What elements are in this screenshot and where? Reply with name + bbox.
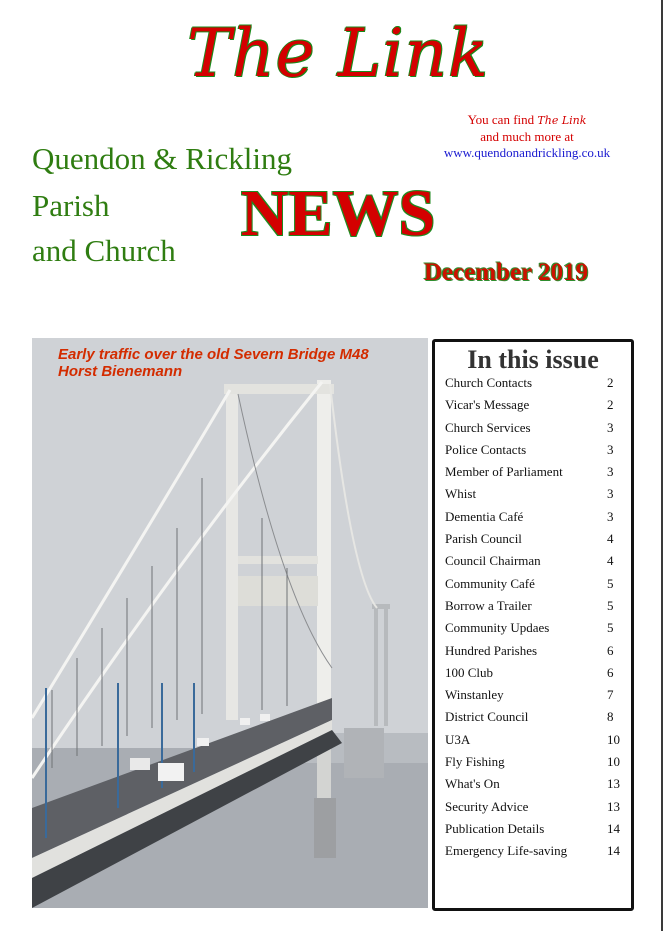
contents-item-page: 13 xyxy=(607,798,620,814)
contents-item-page: 6 xyxy=(607,642,614,658)
contents-item-label: What's On xyxy=(445,776,500,792)
photo-caption xyxy=(58,346,418,380)
contents-item-label: Hundred Parishes xyxy=(445,642,538,658)
contents-item-page: 5 xyxy=(607,597,614,613)
contents-item-label: Emergency Life-saving xyxy=(445,843,568,859)
masthead-title: The Link xyxy=(186,15,489,92)
contents-item[interactable] xyxy=(445,395,621,417)
contents-item[interactable] xyxy=(445,418,621,440)
contents-item[interactable] xyxy=(445,596,621,618)
contents-item-label: Borrow a Trailer xyxy=(445,597,532,613)
contents-item-page: 10 xyxy=(607,731,620,747)
contents-item[interactable] xyxy=(445,841,621,863)
subtitle-line-3: and Church xyxy=(32,233,176,268)
promo-prefix: You can find xyxy=(467,112,538,127)
issue-date: December 2019 xyxy=(424,259,589,286)
contents-item-page: 5 xyxy=(607,620,614,636)
contents-item-page: 3 xyxy=(607,486,614,502)
contents-item[interactable] xyxy=(445,440,621,462)
contents-item[interactable] xyxy=(445,707,621,729)
contents-item-page: 2 xyxy=(607,375,614,390)
contents-item-label: Security Advice xyxy=(445,798,529,814)
contents-item-label: Fly Fishing xyxy=(445,754,505,770)
contents-item[interactable] xyxy=(445,574,621,596)
contents-item-label: Police Contacts xyxy=(445,441,527,457)
subtitle-line-2: Parish xyxy=(32,188,110,223)
contents-item[interactable] xyxy=(445,641,621,663)
contents-item-page: 3 xyxy=(607,419,614,435)
contents-item-page: 14 xyxy=(607,820,620,836)
contents-item[interactable] xyxy=(445,507,621,529)
contents-item[interactable] xyxy=(445,462,621,484)
caption-title: Early traffic over the old Severn Bridge M48 xyxy=(58,346,369,363)
contents-item-page: 4 xyxy=(607,553,614,569)
caption-credit: Horst Bienemann xyxy=(58,363,183,380)
contents-item-page: 10 xyxy=(607,754,620,770)
contents-item[interactable] xyxy=(445,529,621,551)
contents-item-page: 6 xyxy=(607,664,614,680)
contents-item[interactable] xyxy=(445,774,621,796)
contents-item-page: 5 xyxy=(607,575,614,591)
contents-item[interactable] xyxy=(445,373,621,395)
contents-item[interactable] xyxy=(445,797,621,819)
contents-item[interactable] xyxy=(445,663,621,685)
contents-item-page: 13 xyxy=(607,776,620,792)
contents-box xyxy=(432,339,634,911)
contents-list xyxy=(445,373,621,864)
contents-item-label: Church Services xyxy=(445,419,531,435)
contents-heading: In this issue xyxy=(467,345,599,374)
contents-item[interactable] xyxy=(445,819,621,841)
promo-line-1 xyxy=(412,112,642,129)
contents-item[interactable] xyxy=(445,484,621,506)
contents-item-label: Whist xyxy=(445,486,477,502)
severn-bridge-illustration xyxy=(32,338,428,908)
contents-item[interactable] xyxy=(445,752,621,774)
contents-item-page: 14 xyxy=(607,843,620,859)
contents-item-page: 8 xyxy=(607,709,614,725)
website-promo xyxy=(412,112,642,161)
promo-url-link[interactable]: www.quendonandrickling.co.uk xyxy=(443,145,611,160)
contents-item-label: District Council xyxy=(445,709,529,725)
contents-item[interactable] xyxy=(445,730,621,752)
contents-item[interactable] xyxy=(445,551,621,573)
contents-item-label: Church Contacts xyxy=(445,375,533,390)
contents-item-label: Publication Details xyxy=(445,820,545,836)
contents-item-label: Vicar's Message xyxy=(445,397,530,413)
contents-item-page: 3 xyxy=(607,508,614,524)
promo-brand: The Link xyxy=(537,114,587,127)
page-edge-rule xyxy=(661,0,663,931)
contents-item-page: 7 xyxy=(607,687,614,703)
contents-item-page: 4 xyxy=(607,531,614,547)
contents-item-label: Winstanley xyxy=(445,687,504,703)
promo-line-2: and much more at xyxy=(480,129,574,144)
contents-item-label: U3A xyxy=(445,731,471,747)
news-heading: NEWS xyxy=(240,177,436,250)
cover-photo xyxy=(32,338,428,908)
contents-item[interactable] xyxy=(445,685,621,707)
contents-item-label: Dementia Café xyxy=(445,508,524,524)
contents-item-label: 100 Club xyxy=(445,664,494,680)
contents-item-page: 3 xyxy=(607,441,614,457)
contents-item-page: 3 xyxy=(607,464,614,480)
contents-item-label: Member of Parliament xyxy=(445,464,563,480)
contents-item-label: Community Updaes xyxy=(445,620,550,636)
contents-item-page: 2 xyxy=(607,397,614,413)
contents-item-label: Community Café xyxy=(445,575,535,591)
contents-item-label: Council Chairman xyxy=(445,553,541,569)
subtitle-line-1: Quendon & Rickling xyxy=(32,141,293,176)
contents-item[interactable] xyxy=(445,618,621,640)
contents-item-label: Parish Council xyxy=(445,531,522,547)
